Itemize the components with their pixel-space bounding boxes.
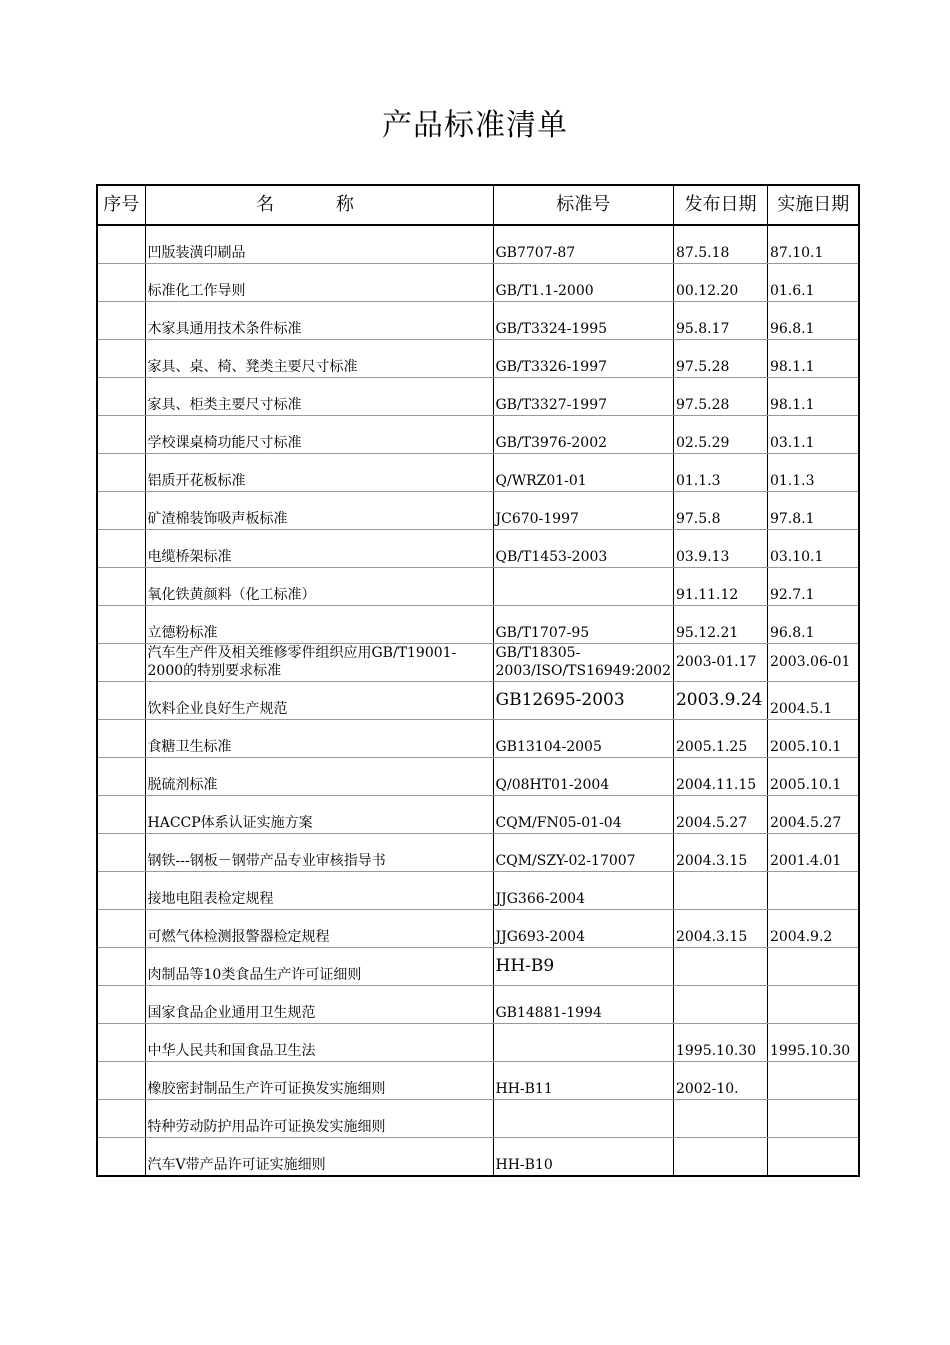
cell-standard-no [493,568,673,606]
cell-effective-date [767,948,859,986]
cell-standard-no: GB12695-2003 [493,682,673,720]
cell-publish-date: 2002-10. [673,1062,767,1100]
cell-seq [97,796,145,834]
table-row [97,530,859,568]
cell-publish-date [673,1138,767,1177]
cell-standard-no: HH-B11 [493,1062,673,1100]
table-row [97,910,859,948]
table-row [97,1100,859,1138]
cell-effective-date: 03.10.1 [767,530,859,568]
header-seq: 序号 [97,185,145,225]
cell-seq [97,1024,145,1062]
cell-seq [97,986,145,1024]
cell-seq [97,568,145,606]
cell-effective-date: 97.8.1 [767,492,859,530]
cell-standard-no: CQM/FN05-01-04 [493,796,673,834]
header-publish-date: 发布日期 [673,185,767,225]
cell-standard-no: JJG693-2004 [493,910,673,948]
cell-name: HACCP体系认证实施方案 [145,796,493,834]
cell-seq [97,834,145,872]
cell-seq [97,454,145,492]
cell-publish-date: 87.5.18 [673,225,767,264]
cell-seq [97,910,145,948]
cell-effective-date: 1995.10.30 [767,1024,859,1062]
cell-effective-date: 01.1.3 [767,454,859,492]
cell-publish-date: 97.5.28 [673,340,767,378]
cell-name: 饮料企业良好生产规范 [145,682,493,720]
cell-name: 家具、柜类主要尺寸标准 [145,378,493,416]
cell-standard-no [493,1100,673,1138]
cell-effective-date: 2005.10.1 [767,758,859,796]
cell-standard-no: Q/WRZ01-01 [493,454,673,492]
cell-seq [97,1062,145,1100]
cell-standard-no: GB14881-1994 [493,986,673,1024]
cell-seq [97,492,145,530]
table-row [97,1024,859,1062]
cell-seq [97,682,145,720]
cell-name: 矿渣棉装饰吸声板标准 [145,492,493,530]
cell-publish-date [673,872,767,910]
cell-publish-date: 2003-01.17 [673,644,767,682]
cell-seq [97,416,145,454]
cell-seq [97,264,145,302]
cell-effective-date: 87.10.1 [767,225,859,264]
table-row [97,986,859,1024]
cell-effective-date: 2001.4.01 [767,834,859,872]
cell-seq [97,872,145,910]
cell-standard-no [493,1024,673,1062]
cell-standard-no: HH-B9 [493,948,673,986]
cell-standard-no: HH-B10 [493,1138,673,1177]
cell-name: 氧化铁黄颜料（化工标准） [145,568,493,606]
cell-standard-no: GB7707-87 [493,225,673,264]
cell-standard-no: QB/T1453-2003 [493,530,673,568]
cell-name: 立德粉标准 [145,606,493,644]
cell-name: 橡胶密封制品生产许可证换发实施细则 [145,1062,493,1100]
cell-publish-date: 2004.5.27 [673,796,767,834]
cell-name: 脱硫剂标准 [145,758,493,796]
cell-publish-date [673,948,767,986]
cell-effective-date [767,986,859,1024]
cell-seq [97,302,145,340]
cell-effective-date: 92.7.1 [767,568,859,606]
table-row [97,416,859,454]
cell-seq [97,758,145,796]
cell-seq [97,606,145,644]
cell-seq [97,1138,145,1177]
cell-effective-date: 2005.10.1 [767,720,859,758]
table-row [97,796,859,834]
table-row [97,340,859,378]
cell-effective-date [767,1138,859,1177]
cell-publish-date: 91.11.12 [673,568,767,606]
cell-seq [97,720,145,758]
cell-name: 汽车V带产品许可证实施细则 [145,1138,493,1177]
table-header-row [97,185,859,225]
cell-name: 食糖卫生标准 [145,720,493,758]
table-row [97,225,859,264]
cell-publish-date: 95.8.17 [673,302,767,340]
cell-name: 特种劳动防护用品许可证换发实施细则 [145,1100,493,1138]
cell-effective-date: 96.8.1 [767,606,859,644]
cell-publish-date: 95.12.21 [673,606,767,644]
cell-publish-date: 03.9.13 [673,530,767,568]
cell-standard-no: CQM/SZY-02-17007 [493,834,673,872]
table-row [97,720,859,758]
cell-publish-date: 01.1.3 [673,454,767,492]
cell-standard-no: GB/T1707-95 [493,606,673,644]
table-row [97,758,859,796]
cell-seq [97,225,145,264]
cell-effective-date: 2003.06-01 [767,644,859,682]
cell-publish-date: 2004.11.15 [673,758,767,796]
table-row [97,872,859,910]
cell-seq [97,378,145,416]
cell-standard-no: GB/T3326-1997 [493,340,673,378]
header-name: 名 称 [145,185,493,225]
cell-standard-no: GB/T3324-1995 [493,302,673,340]
cell-name: 可燃气体检测报警器检定规程 [145,910,493,948]
cell-effective-date [767,1100,859,1138]
table-row [97,1138,859,1177]
cell-name: 学校课桌椅功能尺寸标准 [145,416,493,454]
cell-name: 电缆桥架标准 [145,530,493,568]
cell-seq [97,530,145,568]
cell-name: 家具、桌、椅、凳类主要尺寸标准 [145,340,493,378]
header-effective-date: 实施日期 [767,185,859,225]
table-row [97,682,859,720]
table-row [97,302,859,340]
table-row [97,568,859,606]
table-row [97,606,859,644]
cell-standard-no: Q/08HT01-2004 [493,758,673,796]
cell-effective-date: 2004.9.2 [767,910,859,948]
table-row [97,1062,859,1100]
cell-publish-date [673,1100,767,1138]
cell-name: 中华人民共和国食品卫生法 [145,1024,493,1062]
table-row [97,834,859,872]
table-row [97,378,859,416]
page-title: 产品标准清单 [382,108,568,143]
standards-table [96,184,860,1177]
cell-standard-no: GB/T3976-2002 [493,416,673,454]
cell-name: 铝质开花板标准 [145,454,493,492]
cell-publish-date: 1995.10.30 [673,1024,767,1062]
cell-standard-no: GB/T3327-1997 [493,378,673,416]
cell-name: 木家具通用技术条件标准 [145,302,493,340]
cell-publish-date: 02.5.29 [673,416,767,454]
cell-standard-no: GB13104-2005 [493,720,673,758]
cell-publish-date: 00.12.20 [673,264,767,302]
table-row [97,948,859,986]
cell-effective-date: 96.8.1 [767,302,859,340]
table-row [97,644,859,682]
cell-effective-date: 03.1.1 [767,416,859,454]
table-row [97,492,859,530]
cell-seq [97,1100,145,1138]
cell-effective-date: 01.6.1 [767,264,859,302]
cell-name: 肉制品等10类食品生产许可证细则 [145,948,493,986]
cell-publish-date [673,986,767,1024]
cell-standard-no: GB/T18305-2003/ISO/TS16949:2002 [493,644,673,682]
cell-standard-no: GB/T1.1-2000 [493,264,673,302]
cell-name: 汽车生产件及相关维修零件组织应用GB/T19001-2000的特别要求标准 [145,644,493,682]
cell-publish-date: 97.5.28 [673,378,767,416]
cell-name: 标准化工作导则 [145,264,493,302]
table-row [97,454,859,492]
cell-name: 接地电阻表检定规程 [145,872,493,910]
cell-effective-date [767,872,859,910]
cell-publish-date: 2004.3.15 [673,910,767,948]
cell-name: 钢铁---钢板－钢带产品专业审核指导书 [145,834,493,872]
cell-seq [97,644,145,682]
cell-standard-no: JC670-1997 [493,492,673,530]
cell-name: 国家食品企业通用卫生规范 [145,986,493,1024]
cell-seq [97,948,145,986]
cell-seq [97,340,145,378]
cell-effective-date: 2004.5.1 [767,682,859,720]
cell-publish-date: 2005.1.25 [673,720,767,758]
cell-publish-date: 2003.9.24 [673,682,767,720]
header-standard-no: 标准号 [493,185,673,225]
cell-effective-date: 98.1.1 [767,378,859,416]
cell-publish-date: 2004.3.15 [673,834,767,872]
table-row [97,264,859,302]
cell-name: 凹版装潢印刷品 [145,225,493,264]
cell-effective-date: 2004.5.27 [767,796,859,834]
cell-effective-date [767,1062,859,1100]
cell-effective-date: 98.1.1 [767,340,859,378]
cell-publish-date: 97.5.8 [673,492,767,530]
cell-standard-no: JJG366-2004 [493,872,673,910]
